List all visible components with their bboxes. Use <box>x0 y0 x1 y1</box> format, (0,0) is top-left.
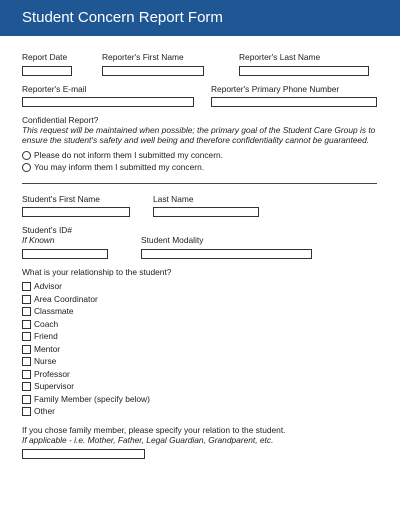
checkbox-mentor[interactable] <box>22 345 31 354</box>
checkbox-supervisor[interactable] <box>22 382 31 391</box>
confidential-question: Confidential Report? <box>22 115 99 125</box>
reporter-phone-label: Reporter's Primary Phone Number <box>211 84 340 94</box>
checkbox-mentor-label: Mentor <box>34 344 61 354</box>
family-member-prompt: If you chose family member, please specify your relation to the student. <box>22 425 286 435</box>
page-title: Student Concern Report Form <box>22 9 223 26</box>
report-date-field[interactable] <box>22 66 72 76</box>
checkbox-classmate[interactable] <box>22 307 31 316</box>
student-modality-field[interactable] <box>141 249 312 259</box>
student-last-name-field[interactable] <box>153 207 259 217</box>
reporter-email-field[interactable] <box>22 97 194 107</box>
checkbox-supervisor-label: Supervisor <box>34 381 75 391</box>
checkbox-other-label: Other <box>34 406 55 416</box>
reporter-first-name-label: Reporter's First Name <box>102 52 184 62</box>
radio-do-not-inform-label: Please do not inform them I submitted my concern. <box>34 150 223 160</box>
student-id-label: Student's ID# <box>22 225 73 235</box>
reporter-last-name-field[interactable] <box>239 66 369 76</box>
section-divider <box>22 183 377 184</box>
relationship-question: What is your relationship to the student? <box>22 267 172 277</box>
report-date-label: Report Date <box>22 52 68 62</box>
checkbox-nurse[interactable] <box>22 357 31 366</box>
student-first-name-label: Student's First Name <box>22 194 100 204</box>
confidential-note-line1: This request will be maintained when possible; the primary goal of the Student Care Group is to <box>22 125 376 135</box>
checkbox-advisor[interactable] <box>22 282 31 291</box>
confidential-note-line2: ensure the student's safety and well being and therefore confidentiality cannot be guaranteed. <box>22 135 370 145</box>
student-id-hint: If Known <box>22 235 55 245</box>
student-modality-label: Student Modality <box>141 235 204 245</box>
student-last-name-label: Last Name <box>153 194 194 204</box>
checkbox-nurse-label: Nurse <box>34 356 57 366</box>
checkbox-family-member-label: Family Member (specify below) <box>34 394 150 404</box>
form-header <box>0 0 400 36</box>
radio-may-inform[interactable] <box>22 163 31 172</box>
checkbox-friend-label: Friend <box>34 331 58 341</box>
checkbox-area-coordinator[interactable] <box>22 295 31 304</box>
checkbox-coach-label: Coach <box>34 319 59 329</box>
student-first-name-field[interactable] <box>22 207 130 217</box>
checkbox-area-coordinator-label: Area Coordinator <box>34 294 98 304</box>
checkbox-classmate-label: Classmate <box>34 306 74 316</box>
checkbox-coach[interactable] <box>22 320 31 329</box>
reporter-first-name-field[interactable] <box>102 66 204 76</box>
reporter-email-label: Reporter's E-mail <box>22 84 87 94</box>
radio-do-not-inform[interactable] <box>22 151 31 160</box>
checkbox-other[interactable] <box>22 407 31 416</box>
reporter-phone-field[interactable] <box>211 97 377 107</box>
radio-may-inform-label: You may inform them I submitted my concern. <box>34 162 205 172</box>
checkbox-advisor-label: Advisor <box>34 281 62 291</box>
checkbox-family-member[interactable] <box>22 395 31 404</box>
checkbox-professor-label: Professor <box>34 369 70 379</box>
family-member-hint: If applicable - i.e. Mother, Father, Legal Guardian, Grandparent, etc. <box>22 435 274 445</box>
reporter-last-name-label: Reporter's Last Name <box>239 52 321 62</box>
checkbox-professor[interactable] <box>22 370 31 379</box>
student-id-field[interactable] <box>22 249 108 259</box>
family-relation-field[interactable] <box>22 449 145 459</box>
checkbox-friend[interactable] <box>22 332 31 341</box>
